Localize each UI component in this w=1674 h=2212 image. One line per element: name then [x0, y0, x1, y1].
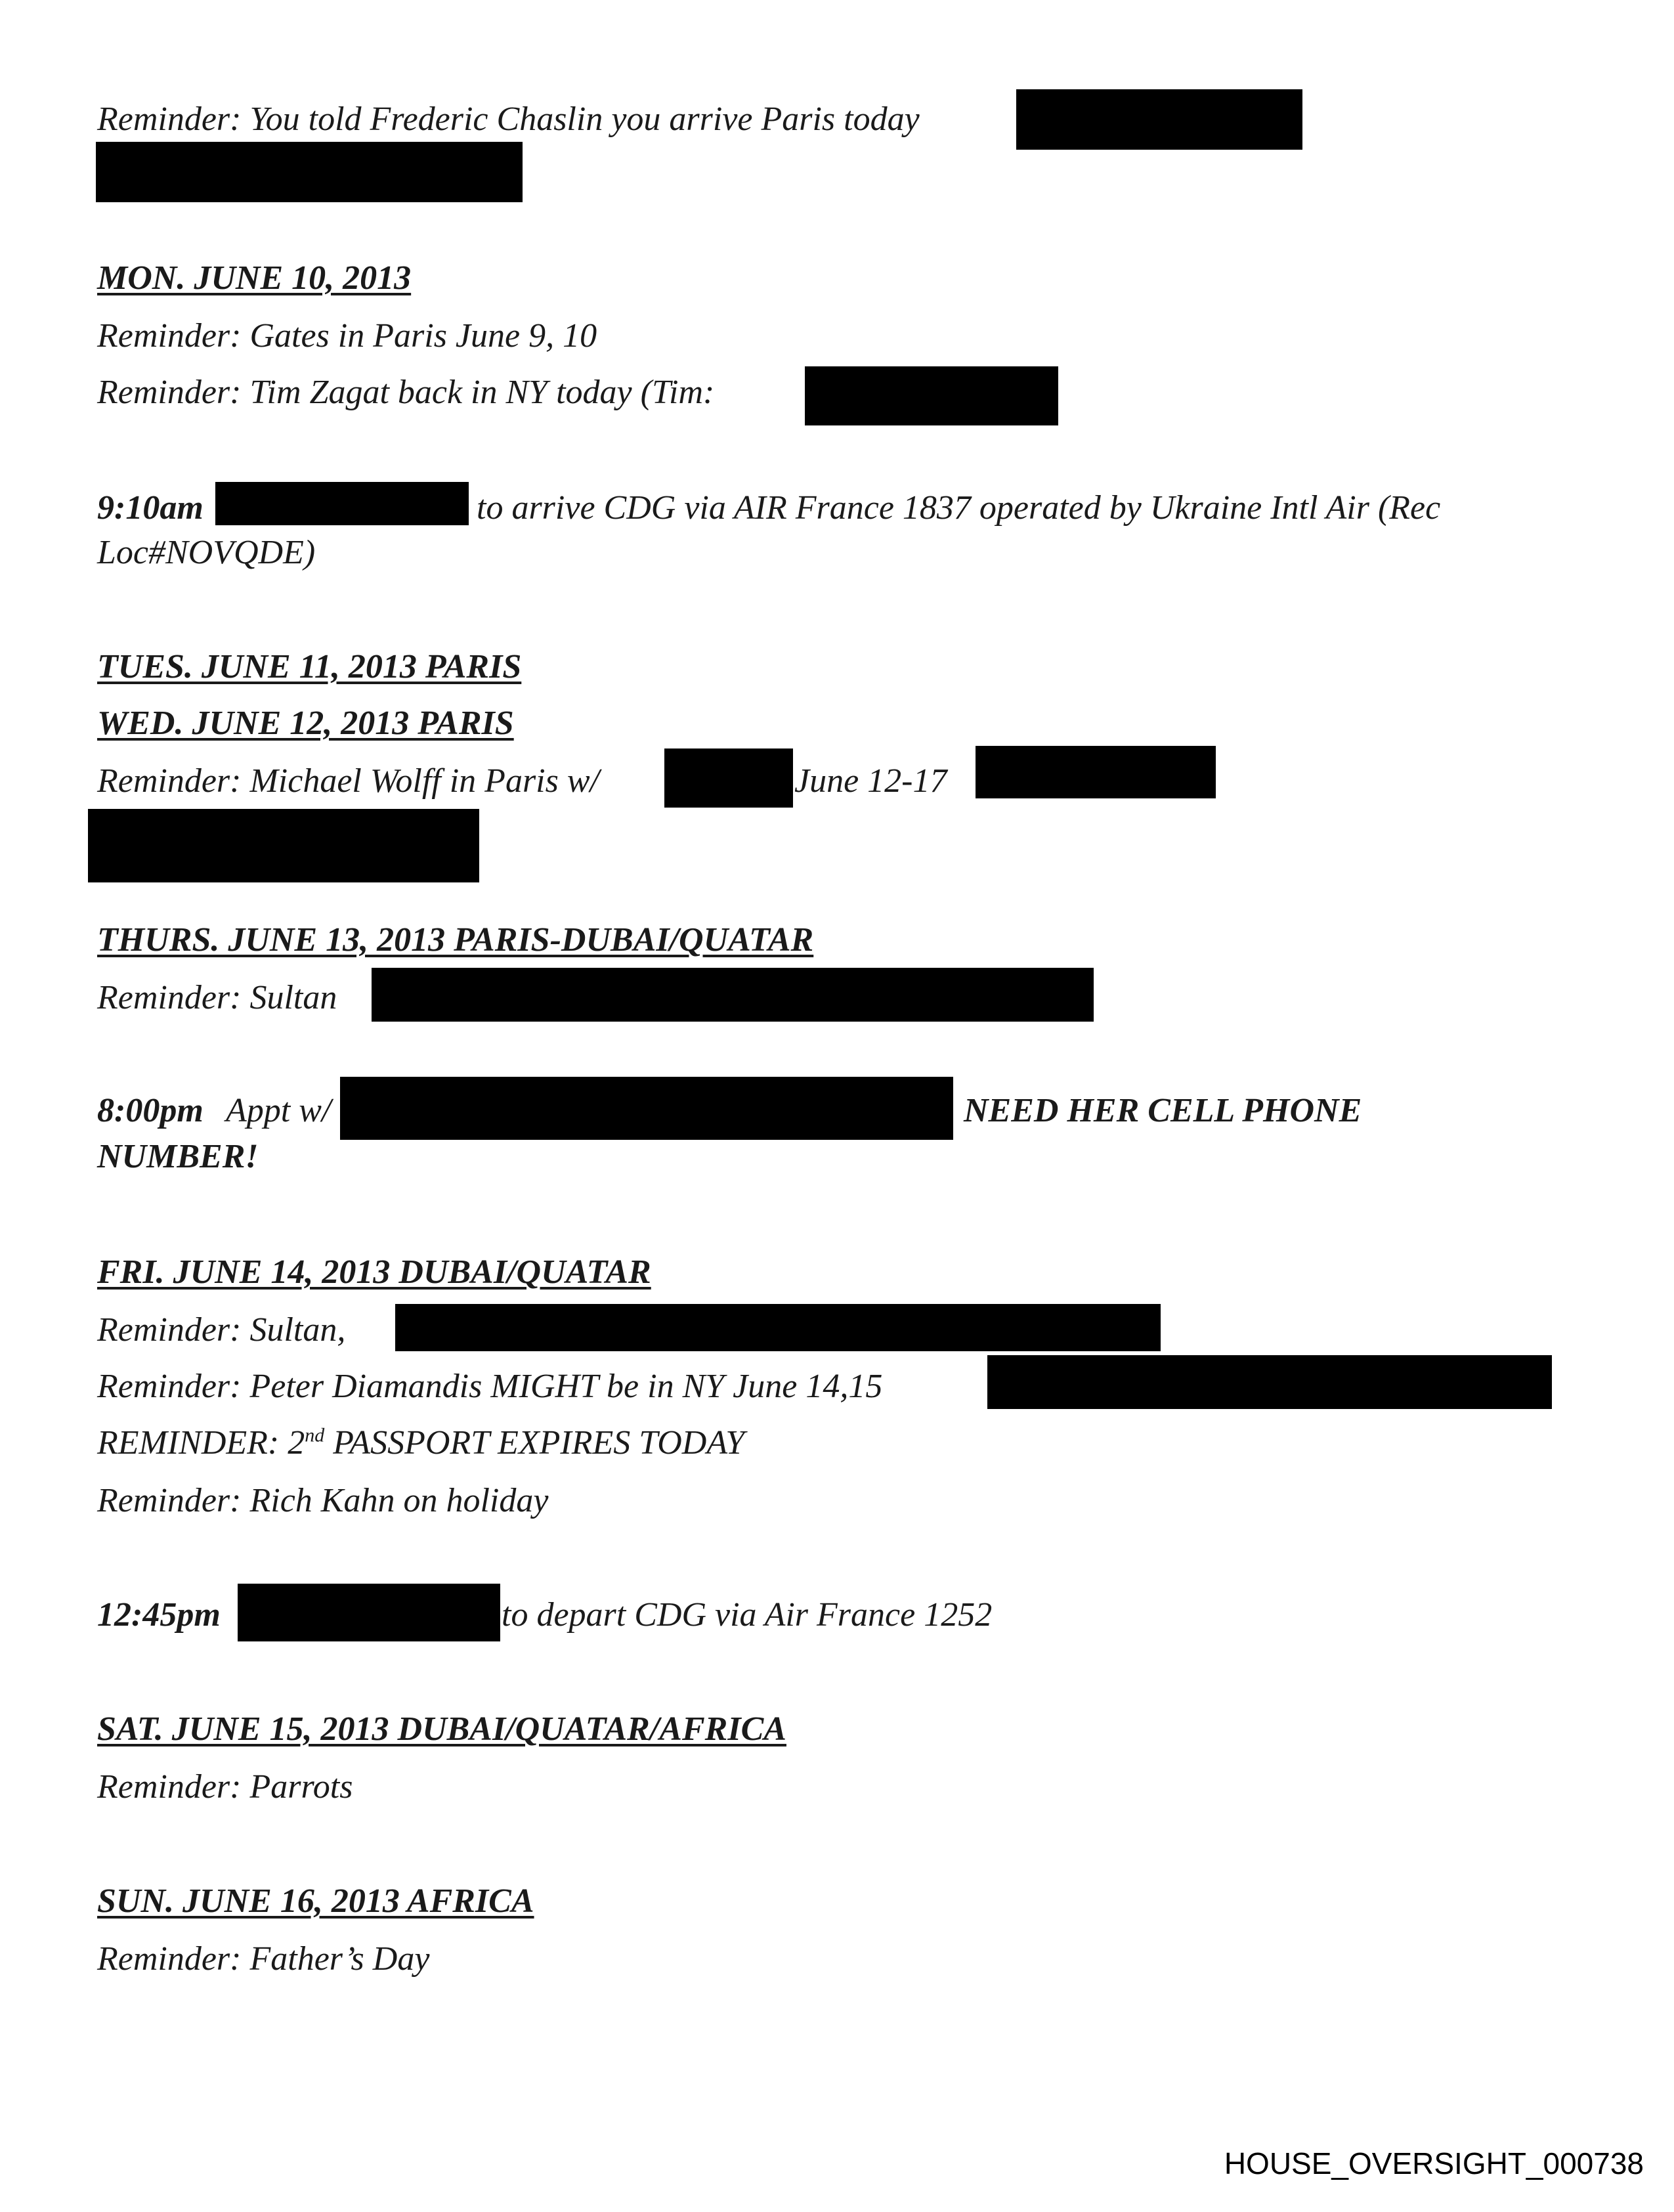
- date-header-wed-june-12: WED. JUNE 12, 2013 PARIS: [97, 705, 514, 742]
- reminder-zagat: Reminder: Tim Zagat back in NY today (Tim:: [97, 374, 715, 411]
- flight-arrive-cdg: to arrive CDG via AIR France 1837 operated by Ukraine Intl Air (Rec: [477, 489, 1441, 527]
- passport-text: REMINDER: 2: [97, 1424, 305, 1462]
- reminder-rich-kahn: Reminder: Rich Kahn on holiday: [97, 1482, 549, 1519]
- flight-depart-cdg: to depart CDG via Air France 1252: [502, 1596, 993, 1634]
- date-header-tues-june-11: TUES. JUNE 11, 2013 PARIS: [97, 648, 522, 685]
- passport-text-rest: PASSPORT EXPIRES TODAY: [324, 1424, 745, 1462]
- redaction-box: [340, 1077, 953, 1140]
- time-910am: 9:10am: [97, 489, 204, 527]
- time-800pm: 8:00pm: [97, 1092, 204, 1129]
- redaction-box: [976, 746, 1216, 798]
- reminder-parrots: Reminder: Parrots: [97, 1768, 353, 1806]
- bates-number: HOUSE_OVERSIGHT_000738: [1224, 2146, 1644, 2180]
- redaction-box: [1016, 89, 1302, 150]
- redaction-box: [987, 1355, 1552, 1409]
- redaction-box: [372, 968, 1094, 1022]
- rec-loc: Loc#NOVQDE): [97, 534, 316, 571]
- reminder-sultan: Reminder: Sultan: [97, 979, 337, 1016]
- date-header-sat-june-15: SAT. JUNE 15, 2013 DUBAI/QUATAR/AFRICA: [97, 1710, 786, 1748]
- time-1245pm: 12:45pm: [97, 1596, 221, 1634]
- reminder-fathers-day: Reminder: Father’s Day: [97, 1940, 430, 1978]
- date-header-thurs-june-13: THURS. JUNE 13, 2013 PARIS-DUBAI/QUATAR: [97, 921, 814, 959]
- date-header-mon-june-10: MON. JUNE 10, 2013: [97, 259, 412, 297]
- date-header-sun-june-16: SUN. JUNE 16, 2013 AFRICA: [97, 1882, 534, 1920]
- redaction-box: [88, 809, 479, 882]
- redaction-box: [96, 142, 523, 202]
- redaction-box: [664, 748, 793, 808]
- date-header-fri-june-14: FRI. JUNE 14, 2013 DUBAI/QUATAR: [97, 1253, 651, 1291]
- reminder-passport: [97, 1423, 744, 1463]
- reminder-chaslin: Reminder: You told Frederic Chaslin you arrive Paris today: [97, 100, 920, 138]
- reminder-wolff-dates: June 12-17: [794, 762, 947, 800]
- redaction-box: [238, 1584, 500, 1641]
- redaction-box: [805, 366, 1058, 425]
- appt-with: Appt w/: [226, 1092, 332, 1129]
- reminder-sultan-fri: Reminder: Sultan,: [97, 1311, 346, 1349]
- reminder-wolff: Reminder: Michael Wolff in Paris w/: [97, 762, 599, 800]
- redaction-box: [215, 482, 469, 525]
- reminder-diamandis: Reminder: Peter Diamandis MIGHT be in NY June 14,15: [97, 1368, 883, 1405]
- need-cell-phone: NEED HER CELL PHONE: [964, 1092, 1362, 1129]
- passport-ordinal: nd: [305, 1424, 325, 1446]
- reminder-gates: Reminder: Gates in Paris June 9, 10: [97, 317, 597, 355]
- need-cell-phone-number: NUMBER!: [97, 1138, 259, 1175]
- redaction-box: [395, 1304, 1161, 1351]
